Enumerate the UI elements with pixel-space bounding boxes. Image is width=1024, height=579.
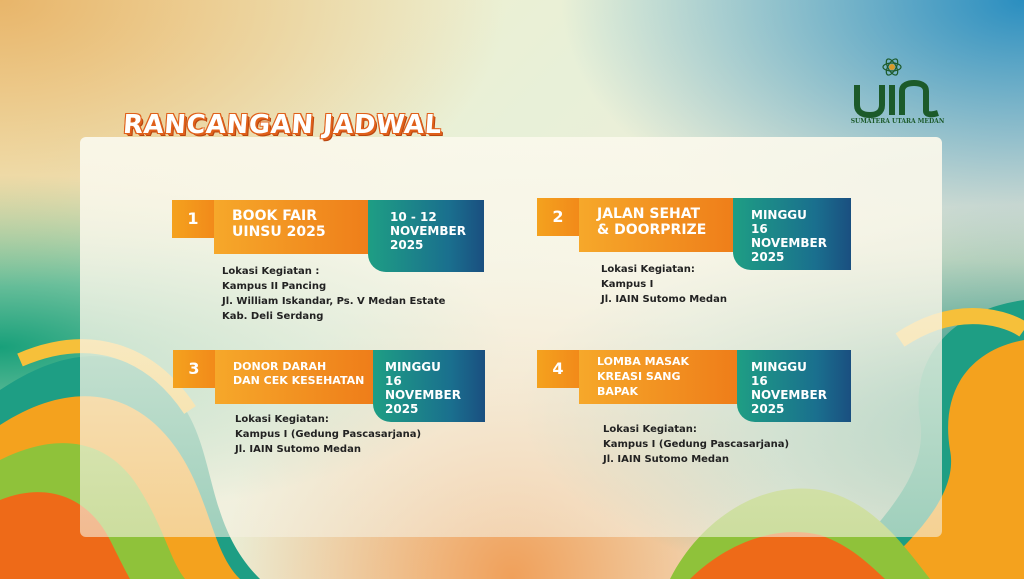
event-name [579, 198, 749, 252]
event-date-line: MINGGU [751, 360, 807, 374]
event-date [368, 200, 484, 272]
location-line: Kampus II Pancing [222, 281, 327, 292]
location-line: Jl. IAIN Sutomo Medan [603, 454, 729, 465]
event-date-line: 2025 [385, 402, 419, 416]
event-name-line: BOOK FAIR [232, 208, 317, 224]
event-name-line: JALAN SEHAT [597, 206, 701, 222]
event-location [235, 412, 485, 457]
logo-caption: SUMATERA UTARA MEDAN [850, 118, 945, 125]
event-date [733, 198, 851, 270]
location-line: Kampus I (Gedung Pascasarjana) [603, 439, 790, 450]
event-date-line: 16 NOVEMBER [385, 374, 461, 402]
event-location [603, 422, 853, 467]
event-date-line: 2025 [390, 238, 424, 252]
event-name-line: BAPAK [597, 385, 638, 398]
event-date-line: 2025 [751, 250, 785, 264]
event-date-line: 16 NOVEMBER [751, 374, 827, 402]
event-card-1 [172, 200, 492, 330]
event-card-2 [537, 198, 853, 308]
event-location [222, 264, 492, 324]
event-number: 2 [537, 198, 579, 236]
event-name-line: KREASI SANG [597, 370, 681, 383]
event-name-line: & DOORPRIZE [597, 222, 707, 238]
event-date-line: MINGGU [385, 360, 441, 374]
event-date-line: 10 - 12 [390, 210, 437, 224]
event-location [601, 262, 851, 307]
event-name [579, 350, 749, 404]
location-line: Kab. Deli Serdang [222, 311, 324, 322]
event-date-line: MINGGU [751, 208, 807, 222]
event-card-4 [537, 350, 853, 470]
event-date-line: 16 NOVEMBER [751, 222, 827, 250]
location-line: Kampus I (Gedung Pascasarjana) [235, 429, 422, 440]
location-line: Jl. IAIN Sutomo Medan [235, 444, 361, 455]
location-line: Lokasi Kegiatan: [235, 414, 329, 425]
event-date [737, 350, 851, 422]
content-panel [80, 137, 942, 537]
location-line: Lokasi Kegiatan: [603, 424, 697, 435]
event-name-line: DAN CEK KESEHATAN [233, 374, 365, 387]
event-number: 3 [173, 350, 215, 388]
event-name-line: LOMBA MASAK [597, 355, 690, 368]
event-name [214, 200, 384, 254]
event-name-line: UINSU 2025 [232, 224, 326, 240]
location-line: Jl. IAIN Sutomo Medan [601, 294, 727, 305]
event-date-line: NOVEMBER [390, 224, 466, 238]
location-line: Kampus I [601, 279, 654, 290]
event-number: 1 [172, 200, 214, 238]
event-name-line: DONOR DARAH [233, 360, 327, 373]
location-line: Lokasi Kegiatan: [601, 264, 695, 275]
event-card-3 [173, 350, 488, 460]
location-line: Lokasi Kegiatan : [222, 266, 320, 277]
event-name [215, 350, 385, 404]
location-line: Jl. William Iskandar, Ps. V Medan Estate [222, 296, 446, 307]
page-title: RANCANGAN JADWAL [121, 110, 443, 140]
event-date-line: 2025 [751, 402, 785, 416]
event-number: 4 [537, 350, 579, 388]
